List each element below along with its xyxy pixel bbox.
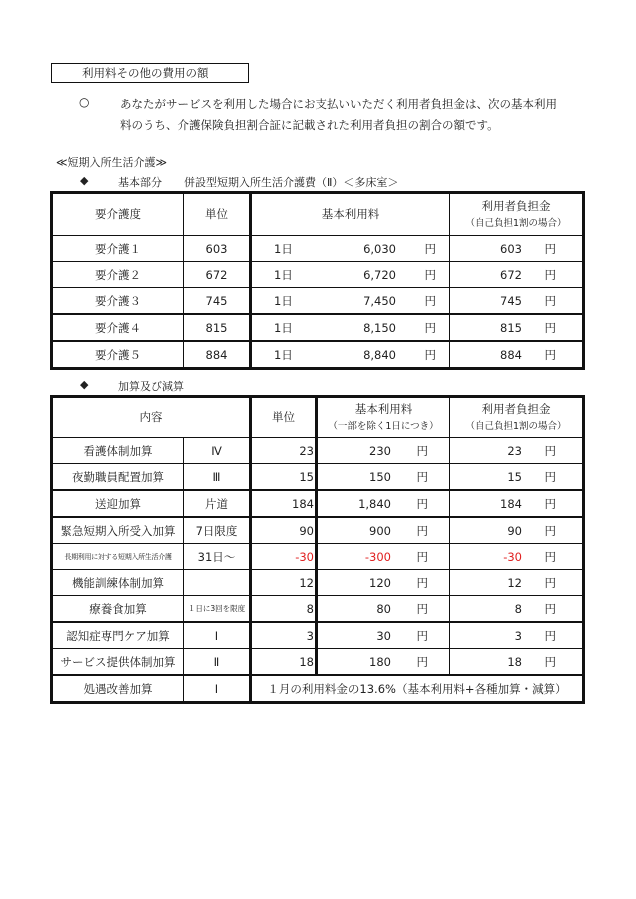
header-copay-line1: 利用者負担金 <box>481 198 551 213</box>
header-base-fee-line2: （一部を除く1日につき） <box>328 420 439 432</box>
yen-label: 円 <box>416 549 428 564</box>
header-copay-line2: （自己負担1割の場合） <box>465 217 567 229</box>
copay-cell <box>450 464 584 491</box>
base-fee-cell <box>317 544 450 570</box>
copay-amount: 815 <box>500 320 522 335</box>
copay-amount: 12 <box>507 575 522 590</box>
base-fee-amount: 80 <box>376 601 391 616</box>
base-fee-amount: 30 <box>376 628 391 643</box>
base-fee-amount: 8,840 <box>363 347 396 362</box>
base-fee-amount: 180 <box>369 654 391 669</box>
additions-table-header <box>52 397 584 438</box>
yen-label: 円 <box>544 523 556 538</box>
units-cell: 184 <box>251 490 317 517</box>
header-units: 単位 <box>251 397 317 438</box>
per-day: 1日 <box>274 320 293 335</box>
addition-name: サービス提供体制加算 <box>52 649 184 676</box>
copay-cell <box>450 341 584 369</box>
table-row <box>52 262 584 288</box>
per-day: 1日 <box>274 293 293 308</box>
base-fee-cell <box>317 517 450 544</box>
units-cell: 672 <box>184 262 251 288</box>
diamond-bullet-icon: ◆ <box>80 174 89 187</box>
addition-name: 長期利用に対する短期入所生活介護 <box>52 544 184 570</box>
per-day: 1日 <box>274 241 293 256</box>
addition-type: Ⅰ <box>184 675 251 703</box>
units-cell: -30 <box>251 544 317 570</box>
yen-label: 円 <box>544 575 556 590</box>
base-fee-amount: 150 <box>369 469 391 484</box>
addition-type: 31日〜 <box>184 544 251 570</box>
units-cell: 603 <box>184 236 251 262</box>
table-row <box>52 649 584 676</box>
yen-label: 円 <box>424 347 436 362</box>
level-cell: 要介護２ <box>52 262 184 288</box>
base-fee-cell <box>317 649 450 676</box>
addition-name: 認知症専門ケア加算 <box>52 622 184 649</box>
yen-label: 円 <box>416 575 428 590</box>
copay-cell <box>450 649 584 676</box>
yen-label: 円 <box>416 654 428 669</box>
basic-label: 基本部分 <box>118 176 162 189</box>
addition-type: Ⅱ <box>184 649 251 676</box>
level-cell: 要介護３ <box>52 288 184 315</box>
basic-table-header <box>52 193 584 236</box>
header-copay-line1: 利用者負担金 <box>481 401 551 416</box>
yen-label: 円 <box>544 601 556 616</box>
base-fee-amount: 230 <box>369 443 391 458</box>
base-fee-cell <box>317 464 450 491</box>
addition-name: 機能訓練体制加算 <box>52 570 184 596</box>
copay-cell <box>450 570 584 596</box>
table-row <box>52 490 584 517</box>
copay-amount: -30 <box>503 549 522 564</box>
addition-type: 7日限度 <box>184 517 251 544</box>
intro-paragraph <box>120 94 557 136</box>
units-cell: 8 <box>251 596 317 623</box>
header-copay <box>450 193 584 236</box>
addition-type: 片道 <box>184 490 251 517</box>
header-level: 要介護度 <box>52 193 184 236</box>
base-fee-amount: 900 <box>369 523 391 538</box>
base-fee-amount: 6,720 <box>363 267 396 282</box>
base-fee-amount: 120 <box>369 575 391 590</box>
header-copay <box>450 397 584 438</box>
base-fee-cell <box>317 490 450 517</box>
addition-name: 送迎加算 <box>52 490 184 517</box>
copay-amount: 8 <box>514 601 522 616</box>
per-day: 1日 <box>274 267 293 282</box>
table-row <box>52 570 584 596</box>
addition-type: Ⅰ <box>184 622 251 649</box>
copay-amount: 672 <box>500 267 522 282</box>
yen-label: 円 <box>416 496 428 511</box>
yen-label: 円 <box>544 443 556 458</box>
table-row <box>52 341 584 369</box>
base-fee-amount: -300 <box>364 549 391 564</box>
additions-label: 加算及び減算 <box>118 380 184 393</box>
addition-type: Ⅲ <box>184 464 251 491</box>
base-fee-amount: 7,450 <box>363 293 396 308</box>
service-section-title: ≪短期入所生活介護≫ <box>56 156 168 169</box>
copay-cell <box>450 236 584 262</box>
copay-amount: 603 <box>500 241 522 256</box>
basic-fee-table <box>50 191 585 370</box>
copay-cell <box>450 517 584 544</box>
addition-type <box>184 570 251 596</box>
yen-label: 円 <box>544 469 556 484</box>
header-base-fee: 基本利用料 <box>251 193 450 236</box>
copay-amount: 90 <box>507 523 522 538</box>
yen-label: 円 <box>544 654 556 669</box>
units-cell: 12 <box>251 570 317 596</box>
bullet-circle-icon: ○ <box>79 95 90 109</box>
level-cell: 要介護４ <box>52 314 184 341</box>
addition-name: 夜勤職員配置加算 <box>52 464 184 491</box>
units-cell: 23 <box>251 438 317 464</box>
addition-type: Ⅳ <box>184 438 251 464</box>
units-cell: 90 <box>251 517 317 544</box>
intro-line-1: あなたがサービスを利用した場合にお支払いいただく利用者負担金は、次の基本利用 <box>120 97 557 111</box>
header-content: 内容 <box>52 397 251 438</box>
yen-label: 円 <box>544 549 556 564</box>
copay-amount: 23 <box>507 443 522 458</box>
base-fee-amount: 6,030 <box>363 241 396 256</box>
table-row <box>52 288 584 315</box>
addition-type: １日に3回を限度 <box>184 596 251 623</box>
table-row <box>52 314 584 341</box>
per-day: 1日 <box>274 347 293 362</box>
copay-cell <box>450 288 584 315</box>
table-row <box>52 622 584 649</box>
base-fee-cell <box>251 314 450 341</box>
copay-amount: 3 <box>514 628 522 643</box>
copay-cell <box>450 438 584 464</box>
table-row <box>52 438 584 464</box>
base-fee-cell <box>317 438 450 464</box>
copay-cell <box>450 622 584 649</box>
basic-service-name: 併設型短期入所生活介護費（Ⅱ）＜多床室＞ <box>184 176 399 189</box>
table-row <box>52 236 584 262</box>
yen-label: 円 <box>416 469 428 484</box>
header-base-fee-line1: 基本利用料 <box>354 401 413 416</box>
base-fee-amount: 1,840 <box>358 496 391 511</box>
base-fee-cell <box>251 236 450 262</box>
table-row <box>52 464 584 491</box>
level-cell: 要介護１ <box>52 236 184 262</box>
copay-cell <box>450 596 584 623</box>
header-base-fee <box>317 397 450 438</box>
addition-name: 処遇改善加算 <box>52 675 184 703</box>
basic-subheading <box>80 174 399 189</box>
addition-name: 看護体制加算 <box>52 438 184 464</box>
section-title-box: 利用料その他の費用の額 <box>51 63 249 83</box>
base-fee-cell <box>317 596 450 623</box>
copay-amount: 184 <box>500 496 522 511</box>
units-cell: 815 <box>184 314 251 341</box>
units-cell: 18 <box>251 649 317 676</box>
yen-label: 円 <box>416 628 428 643</box>
copay-amount: 18 <box>507 654 522 669</box>
yen-label: 円 <box>544 293 556 308</box>
copay-cell <box>450 544 584 570</box>
base-fee-amount: 8,150 <box>363 320 396 335</box>
copay-amount: 745 <box>500 293 522 308</box>
intro-line-2: 料のうち、介護保険負担割合証に記載された利用者負担の割合の額です。 <box>120 118 499 132</box>
copay-amount: 884 <box>500 347 522 362</box>
units-cell: 3 <box>251 622 317 649</box>
yen-label: 円 <box>544 628 556 643</box>
diamond-bullet-icon: ◆ <box>80 378 89 391</box>
copay-cell <box>450 314 584 341</box>
yen-label: 円 <box>424 267 436 282</box>
addition-name: 療養食加算 <box>52 596 184 623</box>
yen-label: 円 <box>544 496 556 511</box>
base-fee-cell <box>251 262 450 288</box>
yen-label: 円 <box>424 320 436 335</box>
table-row <box>52 544 584 570</box>
yen-label: 円 <box>544 347 556 362</box>
base-fee-cell <box>317 622 450 649</box>
table-row <box>52 596 584 623</box>
additions-table <box>50 395 585 704</box>
units-cell: 15 <box>251 464 317 491</box>
yen-label: 円 <box>544 267 556 282</box>
yen-label: 円 <box>416 443 428 458</box>
yen-label: 円 <box>416 601 428 616</box>
yen-label: 円 <box>416 523 428 538</box>
copay-cell <box>450 490 584 517</box>
table-row <box>52 517 584 544</box>
base-fee-cell <box>251 288 450 315</box>
units-cell: 745 <box>184 288 251 315</box>
additions-subheading <box>80 378 184 393</box>
yen-label: 円 <box>544 241 556 256</box>
table-row-treatment-improvement <box>52 675 584 703</box>
yen-label: 円 <box>424 241 436 256</box>
header-copay-line2: （自己負担1割の場合） <box>465 420 567 432</box>
units-cell: 884 <box>184 341 251 369</box>
yen-label: 円 <box>424 293 436 308</box>
base-fee-cell <box>317 570 450 596</box>
yen-label: 円 <box>544 320 556 335</box>
base-fee-cell <box>251 341 450 369</box>
addition-name: 緊急短期入所受入加算 <box>52 517 184 544</box>
header-units: 単位 <box>184 193 251 236</box>
copay-cell <box>450 262 584 288</box>
copay-amount: 15 <box>507 469 522 484</box>
level-cell: 要介護５ <box>52 341 184 369</box>
treatment-improvement-description: １月の利用料金の13.6%（基本利用料+各種加算・減算） <box>251 675 584 703</box>
